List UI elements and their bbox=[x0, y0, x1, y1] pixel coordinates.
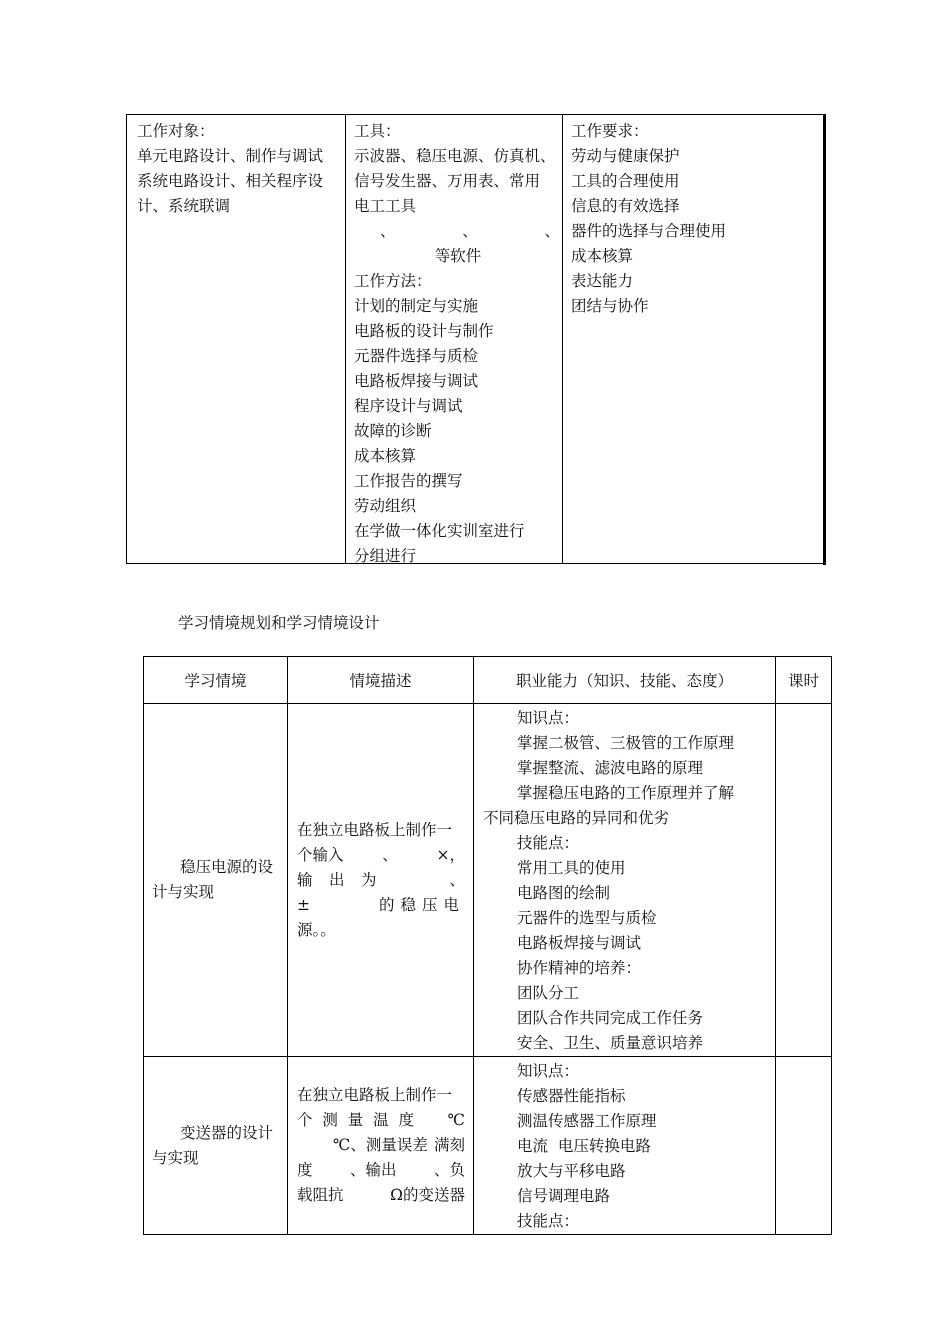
desc-text: 度 bbox=[398, 1111, 414, 1129]
desc-text: 在独立电路板上制作一 bbox=[297, 820, 453, 839]
ability-line: 放大与平移电路 bbox=[517, 1162, 626, 1180]
desc-text: 、负 bbox=[433, 1161, 465, 1179]
situation-description bbox=[288, 704, 474, 1057]
ability-line: 电流 电压转换电路 bbox=[517, 1137, 651, 1155]
desc-text: 满刻 bbox=[433, 1136, 465, 1154]
ability-line: 常用工具的使用 bbox=[517, 859, 626, 877]
method-item: 工作报告的撰写 bbox=[354, 472, 463, 490]
method-item: 计划的制定与实施 bbox=[354, 297, 479, 315]
separator: 、 bbox=[462, 222, 478, 240]
desc-line bbox=[297, 1133, 465, 1158]
situation-name-line: 稳压电源的设 bbox=[180, 858, 274, 876]
separator: 、 bbox=[380, 222, 396, 240]
situation-description bbox=[288, 1057, 474, 1235]
method-item: 劳动组织 bbox=[354, 497, 417, 515]
ability-line: 掌握整流、滤波电路的原理 bbox=[517, 759, 704, 777]
ability-line: 不同稳压电路的异同和优劣 bbox=[483, 809, 670, 827]
method-item: 在学做一体化实训室进行 bbox=[354, 522, 525, 540]
desc-line bbox=[297, 1183, 465, 1208]
work-requirements-cell bbox=[563, 115, 823, 563]
desc-text: ℃、测量误差 bbox=[333, 1136, 428, 1154]
table-row bbox=[144, 1057, 832, 1235]
desc-text: 温 bbox=[373, 1111, 389, 1129]
ability-line: 掌握二极管、三极管的工作原理 bbox=[517, 734, 735, 752]
desc-text: 度 bbox=[297, 1161, 313, 1179]
method-item: 电路板的设计与制作 bbox=[354, 322, 494, 340]
ability-line: 电路板焊接与调试 bbox=[517, 934, 642, 952]
requirement-item: 劳动与健康保护 bbox=[571, 147, 680, 165]
requirement-item: 表达能力 bbox=[571, 272, 634, 290]
desc-line bbox=[297, 868, 465, 893]
desc-text: 载阻抗 bbox=[297, 1186, 344, 1204]
situation-name-line: 与实现 bbox=[152, 1148, 199, 1167]
ability-cell bbox=[474, 1057, 776, 1235]
ability-line: 协作精神的培养： bbox=[517, 959, 642, 977]
ability-line: 安全、卫生、质量意识培养 bbox=[517, 1034, 704, 1052]
desc-text: Ω的变送器 bbox=[390, 1186, 465, 1204]
situation-name bbox=[144, 1057, 288, 1235]
ability-line: 知识点： bbox=[517, 709, 580, 727]
desc-text: 测 bbox=[322, 1111, 338, 1129]
tools-methods-cell bbox=[346, 115, 563, 563]
ability-line: 技能点： bbox=[517, 834, 580, 852]
hours-cell bbox=[776, 704, 832, 1057]
ability-line: 掌握稳压电路的工作原理并了解 bbox=[517, 784, 735, 802]
ability-line: 测温传感器工作原理 bbox=[517, 1112, 657, 1130]
desc-text: 出 bbox=[329, 870, 345, 889]
desc-text: 、 bbox=[449, 870, 465, 889]
desc-text: 、输出 bbox=[349, 1161, 397, 1179]
learning-situation-table bbox=[143, 656, 832, 1235]
work-table bbox=[126, 114, 824, 564]
method-item: 分组进行 bbox=[354, 547, 417, 565]
situation-name-line: 变送器的设计 bbox=[180, 1123, 274, 1142]
desc-text: 个输入 bbox=[297, 845, 344, 864]
tools-title: 工具： bbox=[354, 122, 401, 140]
requirement-item: 团结与协作 bbox=[571, 297, 649, 315]
separator: 、 bbox=[544, 222, 560, 240]
requirement-item: 信息的有效选择 bbox=[571, 197, 680, 215]
requirements-title: 工作要求： bbox=[571, 122, 649, 140]
table-border-accent bbox=[823, 114, 826, 565]
method-item: 程序设计与调试 bbox=[354, 397, 463, 415]
desc-line bbox=[297, 818, 465, 843]
desc-text: 输 bbox=[297, 870, 313, 889]
table-row bbox=[144, 704, 832, 1057]
work-object-cell bbox=[127, 115, 346, 563]
software-separators bbox=[354, 219, 562, 244]
header-hours: 课时 bbox=[776, 657, 832, 704]
method-item: 元器件选择与质检 bbox=[354, 347, 479, 365]
desc-line bbox=[297, 1158, 465, 1183]
desc-text: 源。。 bbox=[297, 920, 336, 939]
desc-text: 量 bbox=[347, 1111, 364, 1129]
desc-text: ± bbox=[297, 895, 310, 914]
table-header-row bbox=[144, 657, 832, 704]
desc-text: 的稳压电 bbox=[378, 895, 465, 914]
ability-line: 技能点： bbox=[517, 1212, 580, 1230]
ability-line: 团队合作共同完成工作任务 bbox=[517, 1009, 704, 1027]
requirement-item: 工具的合理使用 bbox=[571, 172, 680, 190]
ability-line: 传感器性能指标 bbox=[517, 1087, 626, 1105]
header-situation: 学习情境 bbox=[144, 657, 288, 704]
work-object-line: 系统电路设计、相关程序设 bbox=[137, 172, 324, 190]
header-description: 情境描述 bbox=[288, 657, 474, 704]
desc-text: 个 bbox=[297, 1111, 313, 1129]
situation-name-line: 计与实现 bbox=[152, 883, 215, 901]
requirement-item: 器件的选择与合理使用 bbox=[571, 222, 727, 240]
ability-line: 电路图的绘制 bbox=[517, 884, 611, 902]
tools-line: 电工工具 bbox=[354, 197, 417, 215]
desc-line bbox=[297, 918, 465, 943]
work-object-line: 计、系统联调 bbox=[137, 197, 231, 215]
work-object-title: 工作对象： bbox=[137, 122, 215, 140]
desc-line bbox=[297, 893, 465, 918]
requirement-item: 成本核算 bbox=[571, 247, 634, 265]
method-item: 成本核算 bbox=[354, 447, 417, 465]
ability-cell bbox=[474, 704, 776, 1057]
ability-line: 知识点： bbox=[517, 1062, 580, 1080]
desc-text: ℃ bbox=[447, 1111, 465, 1129]
header-ability: 职业能力（知识、技能、态度） bbox=[474, 657, 776, 704]
desc-line bbox=[297, 1108, 465, 1133]
section-heading: 学习情境规划和学习情境设计 bbox=[178, 614, 380, 632]
desc-line bbox=[297, 843, 465, 868]
tools-line: 示波器、稳压电源、仿真机、 bbox=[354, 147, 556, 165]
desc-text: 在独立电路板上制作一 bbox=[297, 1086, 453, 1104]
ability-line: 团队分工 bbox=[517, 984, 580, 1002]
method-item: 电路板焊接与调试 bbox=[354, 372, 479, 390]
work-object-line: 单元电路设计、制作与调试 bbox=[137, 147, 324, 165]
ability-line: 信号调理电路 bbox=[517, 1187, 611, 1205]
situation-name bbox=[144, 704, 288, 1057]
desc-line bbox=[297, 1083, 465, 1108]
methods-title: 工作方法： bbox=[354, 272, 432, 290]
desc-text: 为 bbox=[361, 870, 377, 889]
tools-line: 信号发生器、万用表、常用 bbox=[354, 172, 541, 190]
method-item: 故障的诊断 bbox=[354, 422, 432, 440]
ability-line: 元器件的选型与质检 bbox=[517, 909, 657, 927]
desc-text: ×， bbox=[436, 845, 465, 864]
desc-text: 、 bbox=[382, 845, 398, 864]
software-line: 等软件 bbox=[434, 247, 482, 265]
hours-cell bbox=[776, 1057, 832, 1235]
